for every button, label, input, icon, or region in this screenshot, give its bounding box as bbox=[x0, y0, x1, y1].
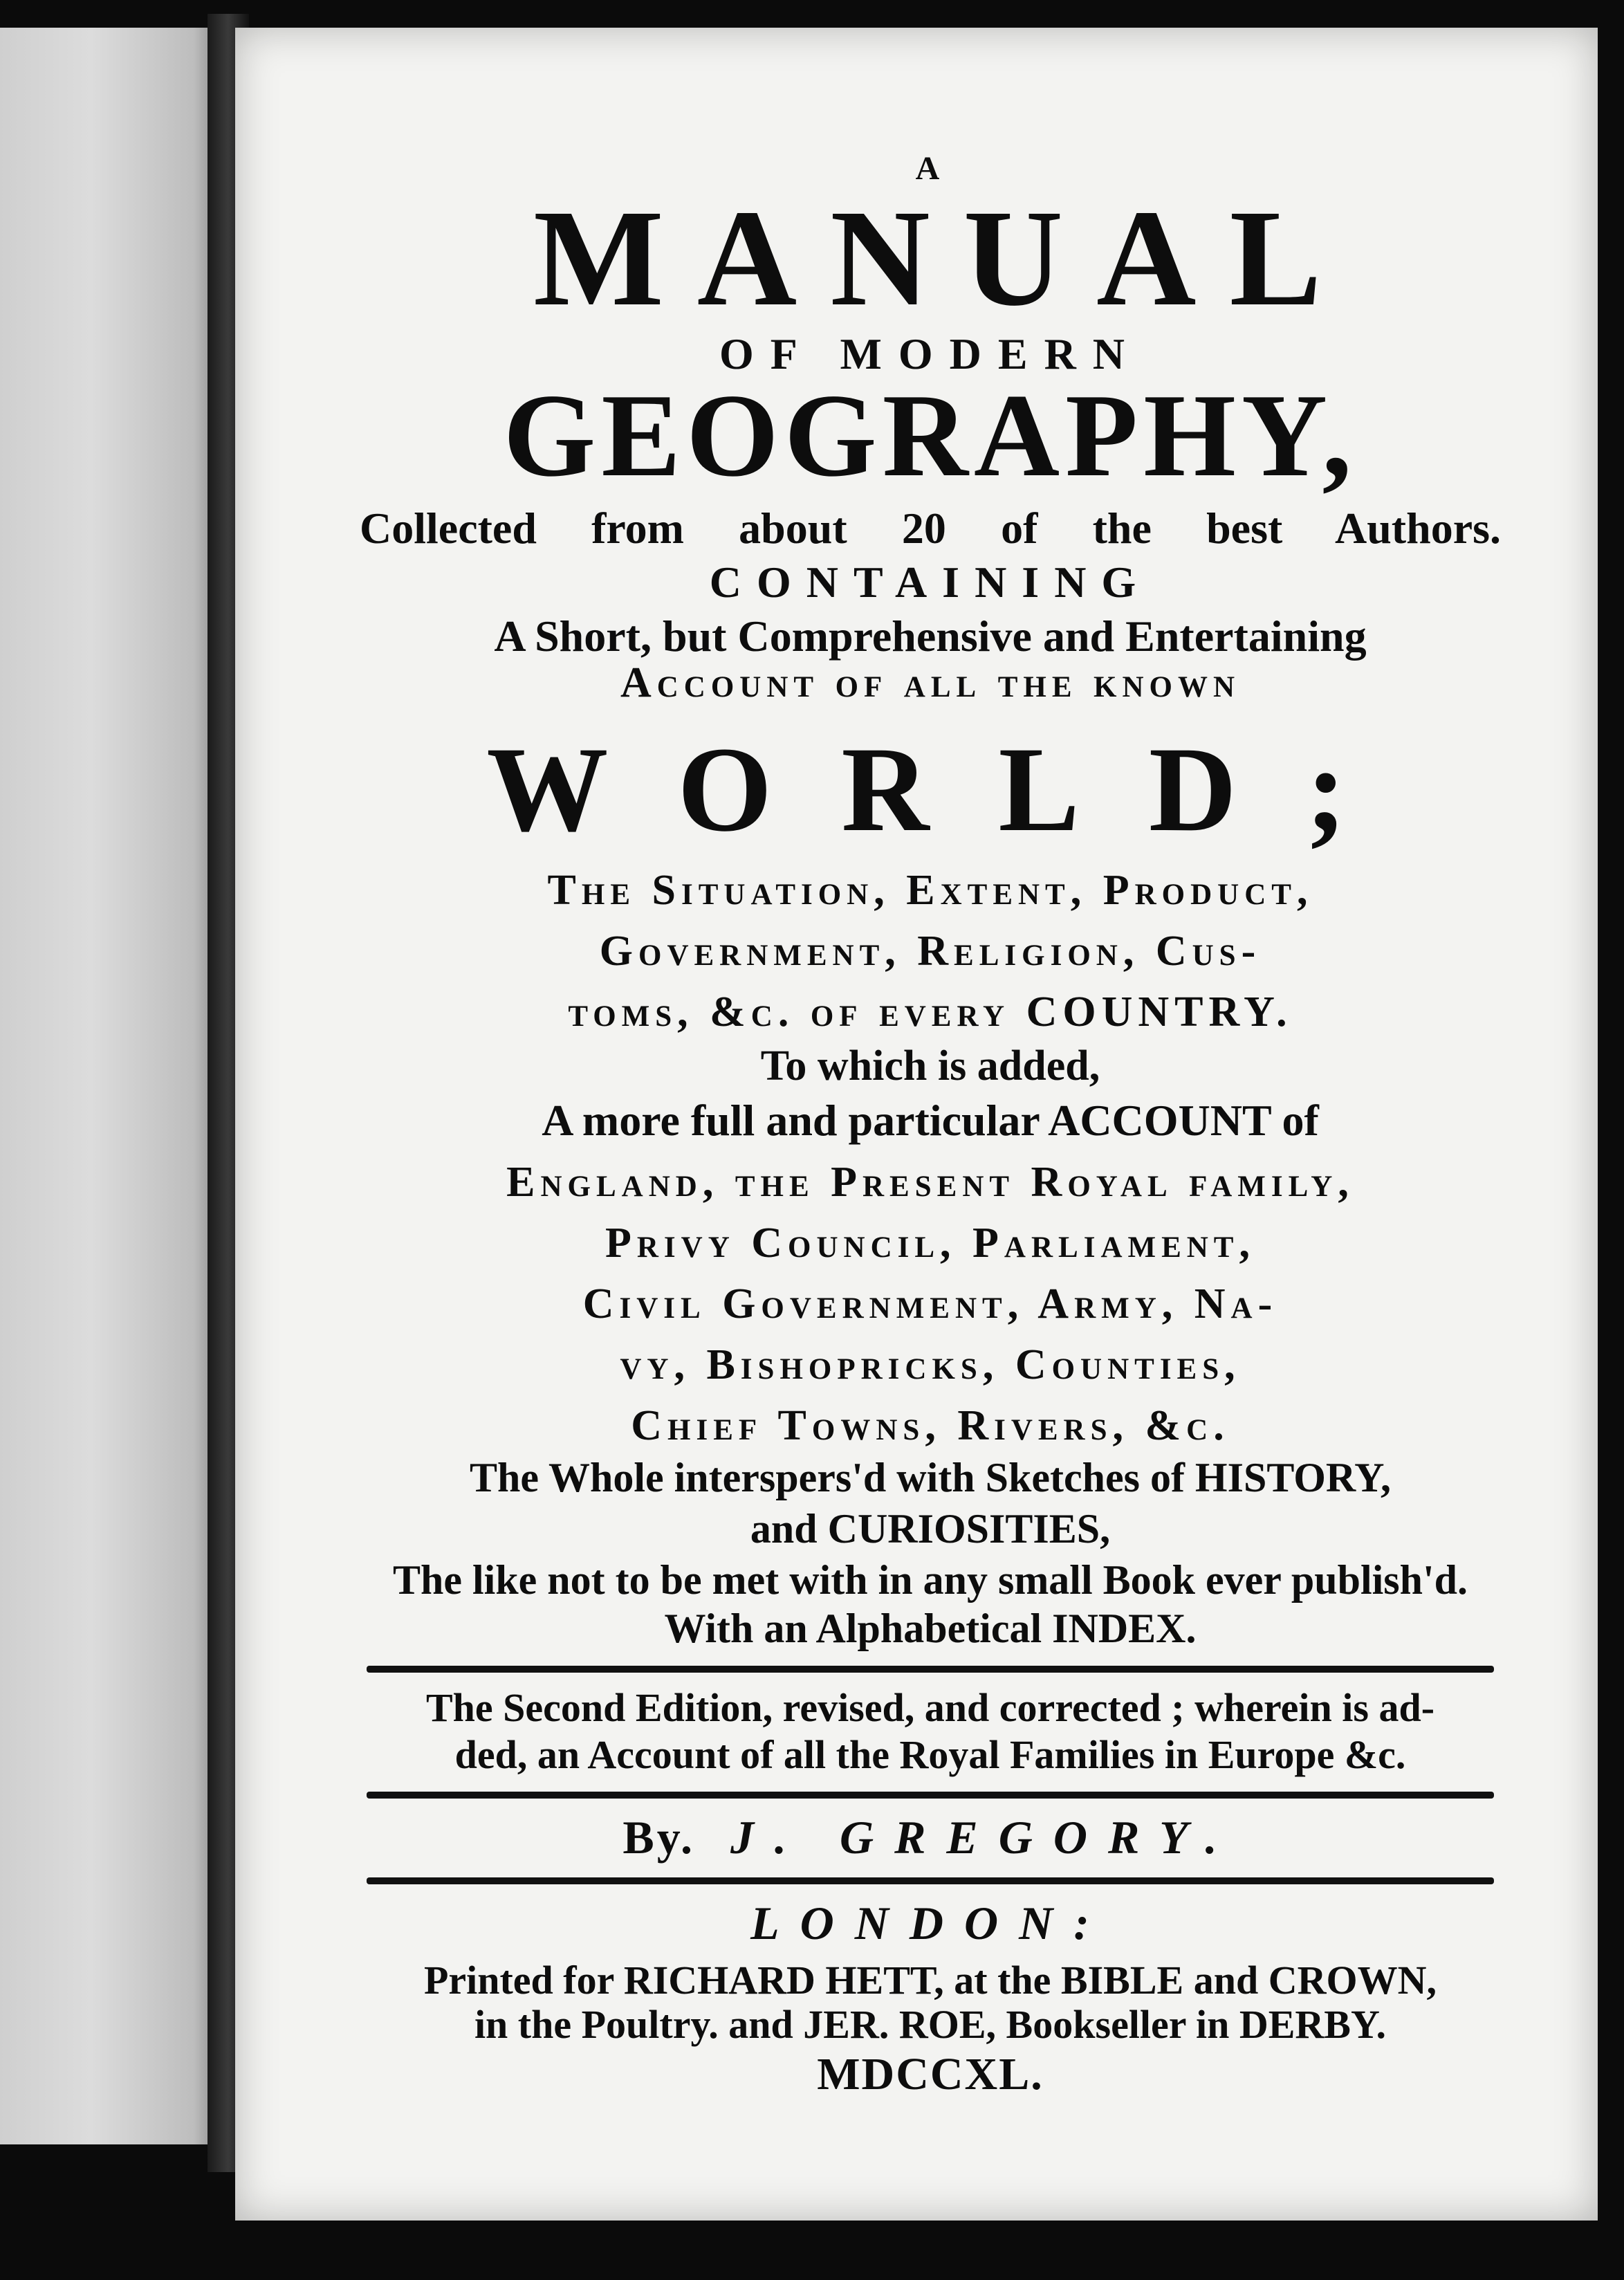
author-name: J. GREGORY. bbox=[730, 1811, 1238, 1864]
collected-line: Collected from about 20 of the best Authors. bbox=[360, 504, 1501, 553]
containing-heading: CONTAINING bbox=[709, 558, 1152, 607]
title-article: A bbox=[915, 150, 945, 187]
divider-rule-2 bbox=[367, 1792, 1494, 1799]
account-line: Account of all the known bbox=[620, 659, 1241, 706]
short-line: A Short, but Comprehensive and Entertaining bbox=[494, 612, 1367, 661]
by-label: By. bbox=[622, 1811, 695, 1864]
world-heading: WORLD; bbox=[486, 722, 1416, 857]
more-line-1: A more full and particular ACCOUNT of bbox=[542, 1096, 1319, 1145]
more-line-3: Privy Council, Parliament, bbox=[605, 1220, 1255, 1267]
situation-line-1: The Situation, Extent, Product, bbox=[547, 867, 1313, 914]
situation-line-2: Government, Religion, Cus- bbox=[599, 928, 1262, 975]
author-line bbox=[360, 1811, 1501, 1864]
more-line-2: England, the Present Royal family, bbox=[506, 1159, 1354, 1206]
facing-page bbox=[0, 28, 232, 2144]
whole-line-2: and CURIOSITIES, bbox=[750, 1506, 1111, 1552]
divider-rule-1 bbox=[367, 1666, 1494, 1673]
more-line-6: Chief Towns, Rivers, &c. bbox=[631, 1402, 1230, 1449]
more-line-5: vy, Bishopricks, Counties, bbox=[620, 1341, 1241, 1388]
imprint-line-2: in the Poultry. and JER. ROE, Bookseller in DERBY. bbox=[474, 2002, 1387, 2047]
title-main: MANUAL bbox=[533, 182, 1355, 335]
imprint-city: LONDON: bbox=[750, 1897, 1110, 1949]
more-line-4: Civil Government, Army, Na- bbox=[582, 1280, 1278, 1327]
edition-line-1: The Second Edition, revised, and corrected ; wherein is ad- bbox=[425, 1685, 1435, 1730]
divider-rule-3 bbox=[367, 1877, 1494, 1884]
imprint-line-1: Printed for RICHARD HETT, at the BIBLE and CROWN, bbox=[423, 1958, 1437, 2003]
like-line: The like not to be met with in any small Book ever publish'd. bbox=[392, 1557, 1468, 1603]
edition-line-2: ded, an Account of all the Royal Families in Europe &c. bbox=[454, 1732, 1406, 1777]
title-page bbox=[235, 28, 1598, 2221]
to-which-line: To which is added, bbox=[760, 1042, 1100, 1090]
situation-line-3: toms, &c. of every COUNTRY. bbox=[568, 989, 1293, 1036]
title-of-modern: OF MODERN bbox=[719, 329, 1142, 378]
whole-line-1: The Whole interspers'd with Sketches of HISTORY, bbox=[470, 1455, 1391, 1500]
title-page-text bbox=[360, 152, 1501, 2097]
alphabetical-index-line: With an Alphabetical INDEX. bbox=[664, 1606, 1197, 1651]
imprint-date: MDCCXL. bbox=[817, 2049, 1044, 2099]
title-geography: GEOGRAPHY, bbox=[503, 370, 1358, 502]
